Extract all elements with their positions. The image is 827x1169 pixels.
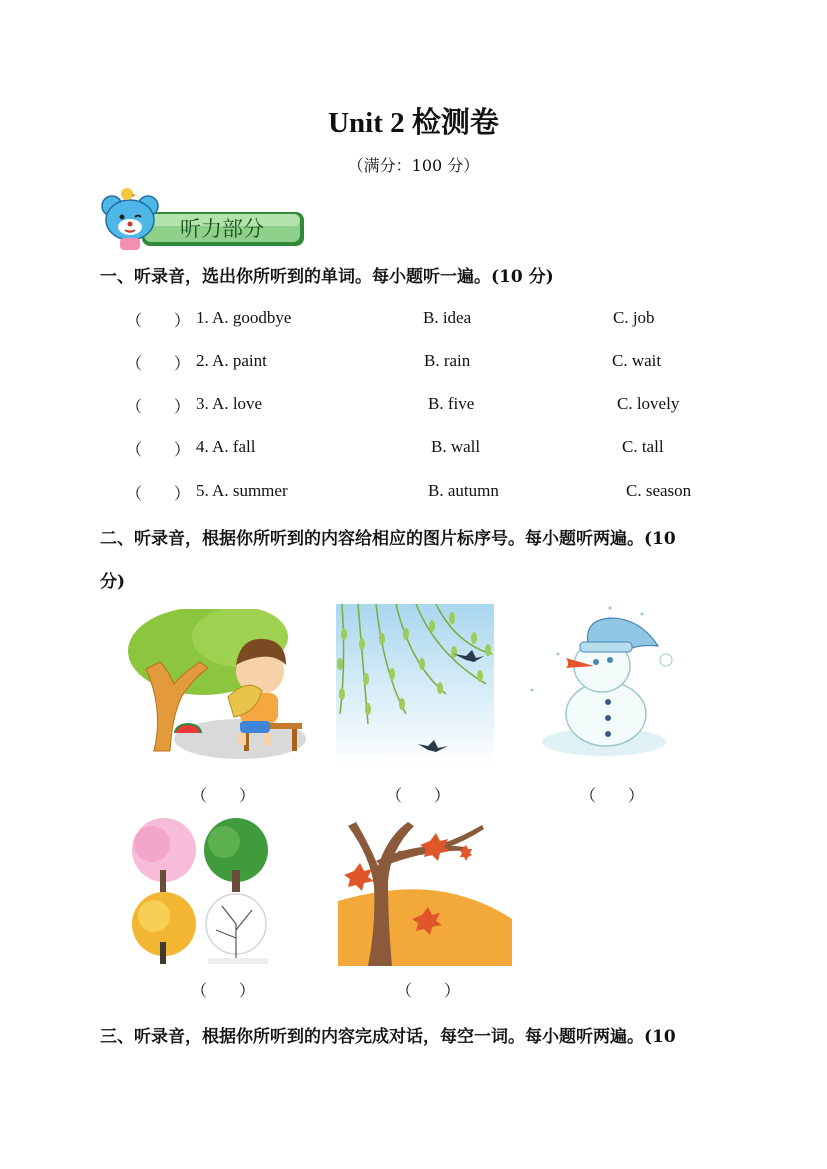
picture-answer-blank[interactable]: （ ） (580, 786, 645, 805)
question-option-c: C. wait (612, 351, 662, 370)
question-option-b: B. autumn (428, 481, 499, 500)
summer-picture (128, 609, 306, 759)
picture-answer-blank[interactable]: （ ） (396, 981, 461, 1000)
answer-blank[interactable]: （ ） (126, 397, 191, 416)
four-seasons-trees-picture (128, 818, 274, 966)
autumn-picture (338, 821, 512, 966)
listening-section-banner (98, 186, 308, 252)
question-option-b: B. rain (424, 351, 471, 370)
section2-heading-cont: 分) (100, 572, 126, 592)
answer-blank[interactable]: （ ） (126, 354, 191, 373)
picture-answer-blank[interactable]: （ ） (191, 786, 256, 805)
question-option-a: 5. A. summer (196, 481, 288, 500)
question-option-b: B. wall (431, 437, 481, 456)
question-option-a: 1. A. goodbye (196, 308, 292, 327)
section3-heading: 三、听录音，根据你所听到的内容完成对话，每空一词。每小题听两遍。(10 (100, 1027, 676, 1047)
question-option-a: 4. A. fall (196, 437, 256, 456)
answer-blank[interactable]: （ ） (126, 311, 191, 330)
winter-snowman-picture (528, 604, 676, 760)
score-note: （满分：100 分） (347, 156, 480, 175)
picture-answer-blank[interactable]: （ ） (191, 981, 256, 1000)
page-title: Unit 2 检测卷 (328, 107, 499, 139)
question-option-a: 3. A. love (196, 394, 263, 413)
picture-answer-blank[interactable]: （ ） (386, 786, 451, 805)
section2-heading: 二、听录音，根据你所听到的内容给相应的图片标序号。每小题听两遍。(10 (100, 529, 676, 549)
question-option-b: B. idea (423, 308, 472, 327)
question-option-c: C. lovely (617, 394, 680, 413)
spring-picture (336, 604, 494, 764)
banner-label: 听力部分 (180, 217, 264, 241)
question-option-c: C. job (613, 308, 655, 327)
question-option-a: 2. A. paint (196, 351, 267, 370)
question-option-c: C. season (626, 481, 692, 500)
question-option-b: B. five (428, 394, 475, 413)
answer-blank[interactable]: （ ） (126, 440, 191, 459)
answer-blank[interactable]: （ ） (126, 484, 191, 503)
section1-heading: 一、听录音，选出你所听到的单词。每小题听一遍。(10 分) (100, 267, 554, 287)
question-option-c: C. tall (622, 437, 664, 456)
